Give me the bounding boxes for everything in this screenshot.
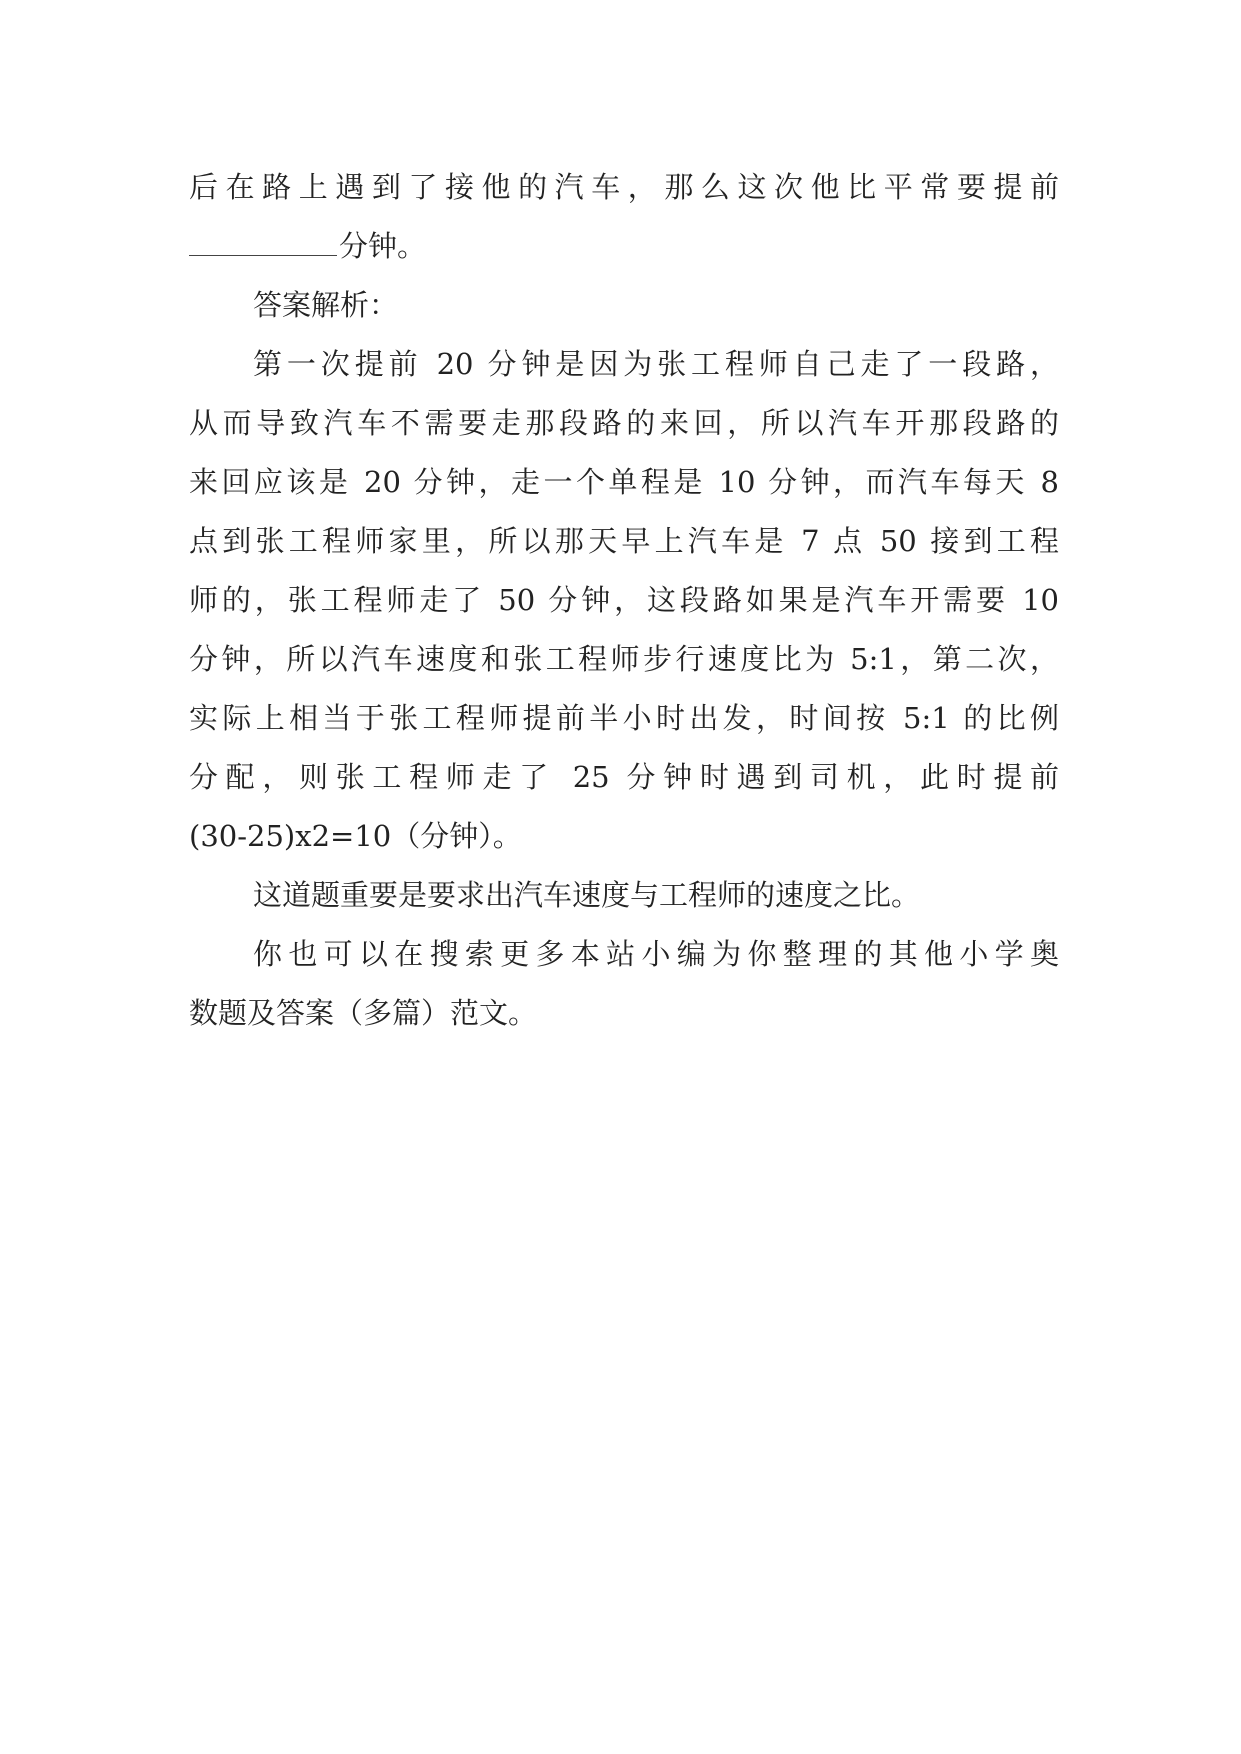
summary-line: 这道题重要是要求出汽车速度与工程师的速度之比。 <box>253 878 921 912</box>
question-line-1: 后在路上遇到了接他的汽车，那么这次他比平常要提前 <box>189 170 1059 204</box>
analysis-line-7: 实际上相当于张工程师提前半小时出发，时间按 5:1 的比例 <box>189 701 1059 735</box>
document-body <box>189 158 1059 1043</box>
analysis-line-1: 第一次提前 20 分钟是因为张工程师自己走了一段路， <box>253 347 1059 381</box>
analysis-line-9: (30-25)x2=10（分钟）。 <box>189 819 522 853</box>
analysis-line-4: 点到张工程师家里，所以那天早上汽车是 7 点 50 接到工程 <box>189 524 1059 558</box>
question-line-2 <box>189 217 1059 276</box>
analysis-line-3: 来回应该是 20 分钟，走一个单程是 10 分钟，而汽车每天 8 <box>189 465 1059 499</box>
analysis-line-8: 分配，则张工程师走了 25 分钟时遇到司机，此时提前 <box>189 760 1059 794</box>
closing-line-1: 你也可以在搜索更多本站小编为你整理的其他小学奥 <box>253 937 1059 971</box>
analysis-line-2: 从而导致汽车不需要走那段路的来回，所以汽车开那段路的 <box>189 406 1059 440</box>
answer-heading: 答案解析： <box>253 288 399 322</box>
analysis-line-6: 分钟，所以汽车速度和张工程师步行速度比为 5:1，第二次， <box>189 642 1059 676</box>
analysis-line-5: 师的，张工程师走了 50 分钟，这段路如果是汽车开需要 10 <box>189 583 1059 617</box>
closing-line-2: 数题及答案（多篇）范文。 <box>189 996 538 1030</box>
question-line-2-text: 分钟。 <box>339 229 427 263</box>
answer-blank <box>189 233 337 256</box>
